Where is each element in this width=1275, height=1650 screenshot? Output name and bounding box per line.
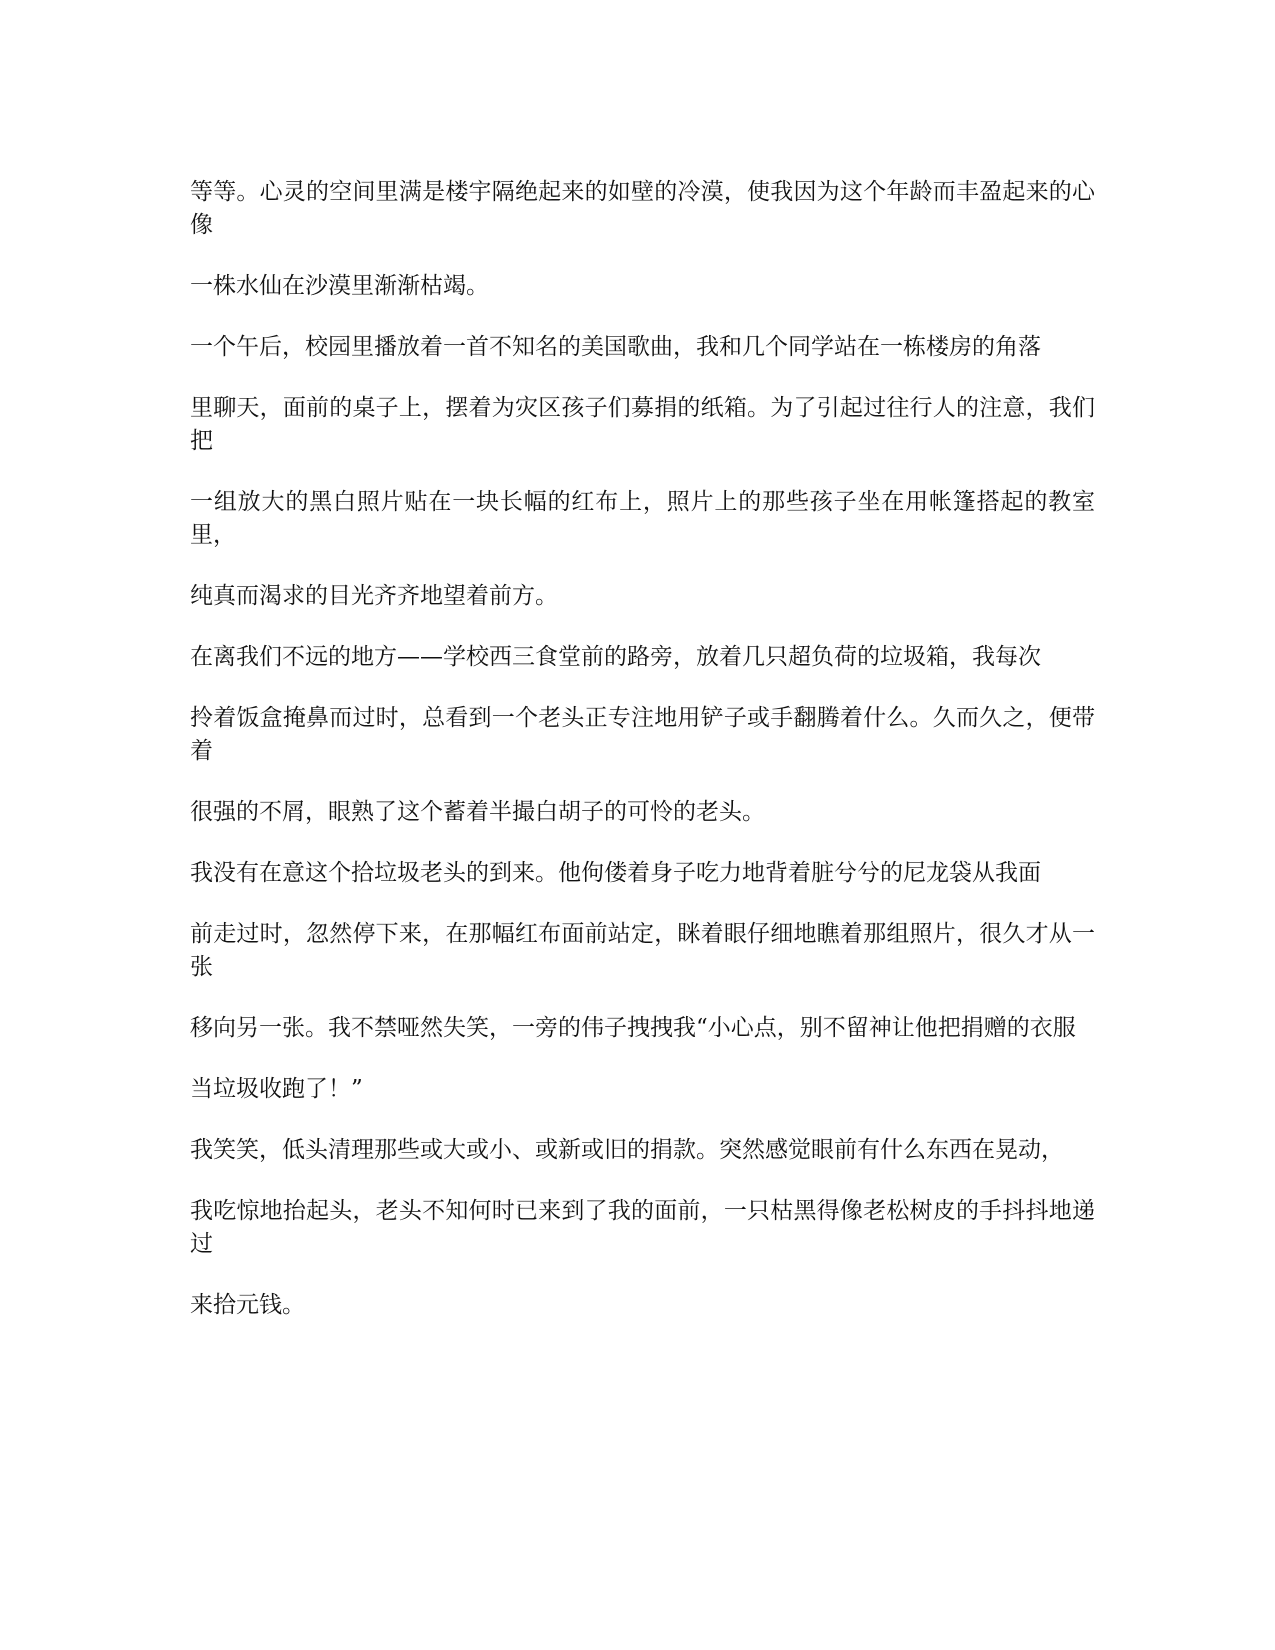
paragraph: 拎着饭盒掩鼻而过时，总看到一个老头正专注地用铲子或手翻腾着什么。久而久之，便带着: [190, 705, 1095, 764]
paragraph: 前走过时，忽然停下来，在那幅红布面前站定，眯着眼仔细地瞧着那组照片，很久才从一张: [190, 921, 1095, 980]
paragraph: 很强的不屑，眼熟了这个蓄着半撮白胡子的可怜的老头。: [190, 799, 765, 825]
paragraph: 等等。心灵的空间里满是楼宇隔绝起来的如壁的冷漠，使我因为这个年龄而丰盈起来的心像: [190, 179, 1095, 238]
paragraph: 我没有在意这个拾垃圾老头的到来。他佝偻着身子吃力地背着脏兮兮的尼龙袋从我面: [190, 860, 1041, 886]
paragraph: 一组放大的黑白照片贴在一块长幅的红布上，照片上的那些孩子坐在用帐篷搭起的教室里，: [190, 489, 1095, 548]
paragraph: 里聊天，面前的桌子上，摆着为灾区孩子们募捐的纸箱。为了引起过往行人的注意，我们把: [190, 395, 1095, 454]
paragraph: 一株水仙在沙漠里渐渐枯竭。: [190, 273, 489, 299]
paragraph: 当垃圾收跑了！”: [190, 1076, 363, 1102]
paragraph: 纯真而渴求的目光齐齐地望着前方。: [190, 583, 558, 609]
paragraph: 移向另一张。我不禁哑然失笑，一旁的伟子拽拽我“小心点，别不留神让他把捐赠的衣服: [190, 1015, 1076, 1041]
paragraph: 我吃惊地抬起头，老头不知何时已来到了我的面前，一只枯黑得像老松树皮的手抖抖地递过: [190, 1198, 1095, 1257]
body-text: [190, 176, 1095, 1350]
paragraph: 我笑笑，低头清理那些或大或小、或新或旧的捐款。突然感觉眼前有什么东西在晃动，: [190, 1137, 1064, 1163]
paragraph: 一个午后，校园里播放着一首不知名的美国歌曲，我和几个同学站在一栋楼房的角落: [190, 334, 1041, 360]
paragraph: 来拾元钱。: [190, 1292, 305, 1318]
paragraph: 在离我们不远的地方——学校西三食堂前的路旁，放着几只超负荷的垃圾箱，我每次: [190, 644, 1041, 670]
